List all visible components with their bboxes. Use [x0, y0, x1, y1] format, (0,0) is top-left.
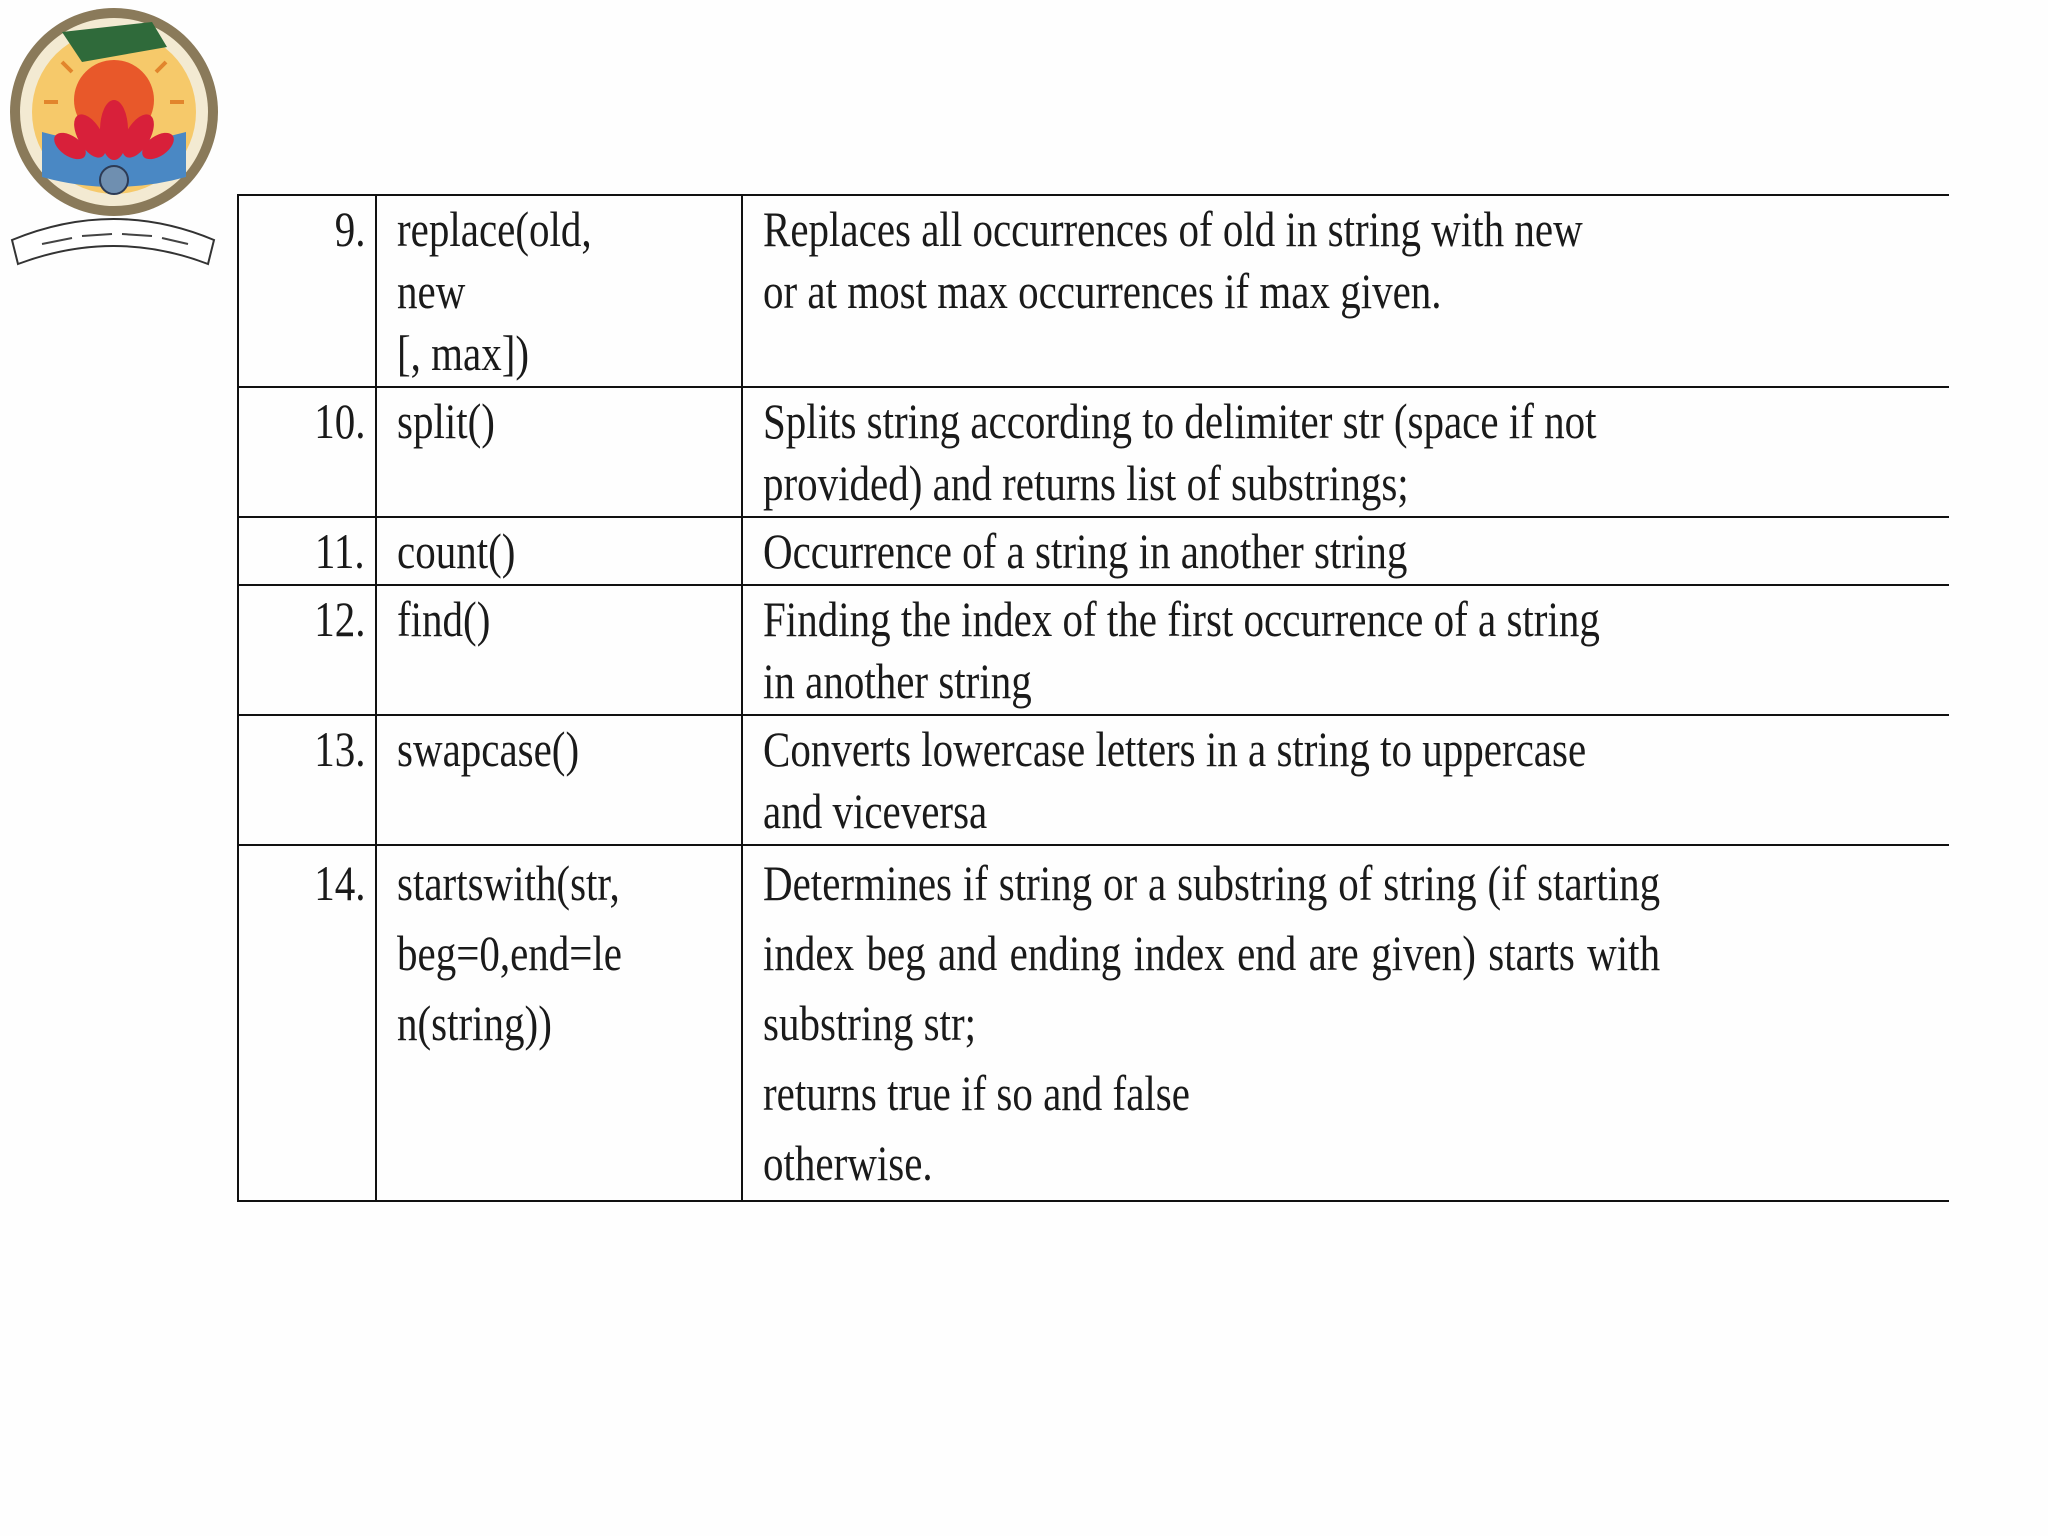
row-number-text: 13. [313, 721, 365, 777]
wheel-icon [100, 166, 128, 194]
function-description [742, 845, 1949, 1201]
logo-banner [12, 219, 214, 264]
function-name [376, 387, 742, 517]
function-description-text: Occurrence of a string in another string [763, 523, 1408, 579]
table-row [238, 517, 1949, 585]
function-description-text: Replaces all occurrences of old in string with new or at most max occurrences if max given. [763, 201, 1583, 319]
row-number [238, 387, 376, 517]
row-number [238, 585, 376, 715]
table-row [238, 195, 1949, 387]
function-description-text: Converts lowercase letters in a string to uppercase and viceversa [763, 721, 1587, 839]
function-name-text: swapcase() [397, 721, 580, 777]
function-name [376, 715, 742, 845]
function-description-text: Splits string according to delimiter str (space if not provided) and returns list of substrings; [763, 393, 1597, 511]
row-number [238, 715, 376, 845]
row-number-text: 11. [315, 523, 365, 579]
function-description [742, 715, 1949, 845]
function-name [376, 585, 742, 715]
function-name [376, 845, 742, 1201]
function-description [742, 585, 1949, 715]
function-description-text: Determines if string or a substring of string (if starting index beg and ending index end are given) starts with substring str; [763, 855, 1661, 1051]
row-number-text: 14. [313, 855, 365, 911]
function-name-text: count() [397, 523, 516, 579]
function-description [742, 195, 1949, 387]
function-name-text: split() [397, 393, 495, 449]
function-name-text: replace(old, new [, max]) [397, 201, 592, 381]
row-number [238, 517, 376, 585]
function-description [742, 387, 1949, 517]
function-description-text: Finding the index of the first occurrence of a string in another string [763, 591, 1600, 709]
table-row [238, 845, 1949, 1201]
function-name-text: find() [397, 591, 491, 647]
function-name-text: startswith(str, beg=0,end=le n(string)) [397, 855, 622, 1051]
institution-logo [2, 2, 224, 272]
row-number [238, 845, 376, 1201]
table-row [238, 715, 1949, 845]
row-number-text: 12. [313, 591, 365, 647]
string-methods-table [237, 194, 1949, 1202]
function-name [376, 517, 742, 585]
table-row [238, 585, 1949, 715]
function-name [376, 195, 742, 387]
function-description [742, 517, 1949, 585]
row-number [238, 195, 376, 387]
row-number-text: 9. [334, 201, 365, 257]
table-row [238, 387, 1949, 517]
row-number-text: 10. [313, 393, 365, 449]
function-description-tail: returns true if so and false otherwise. [763, 1065, 1190, 1191]
